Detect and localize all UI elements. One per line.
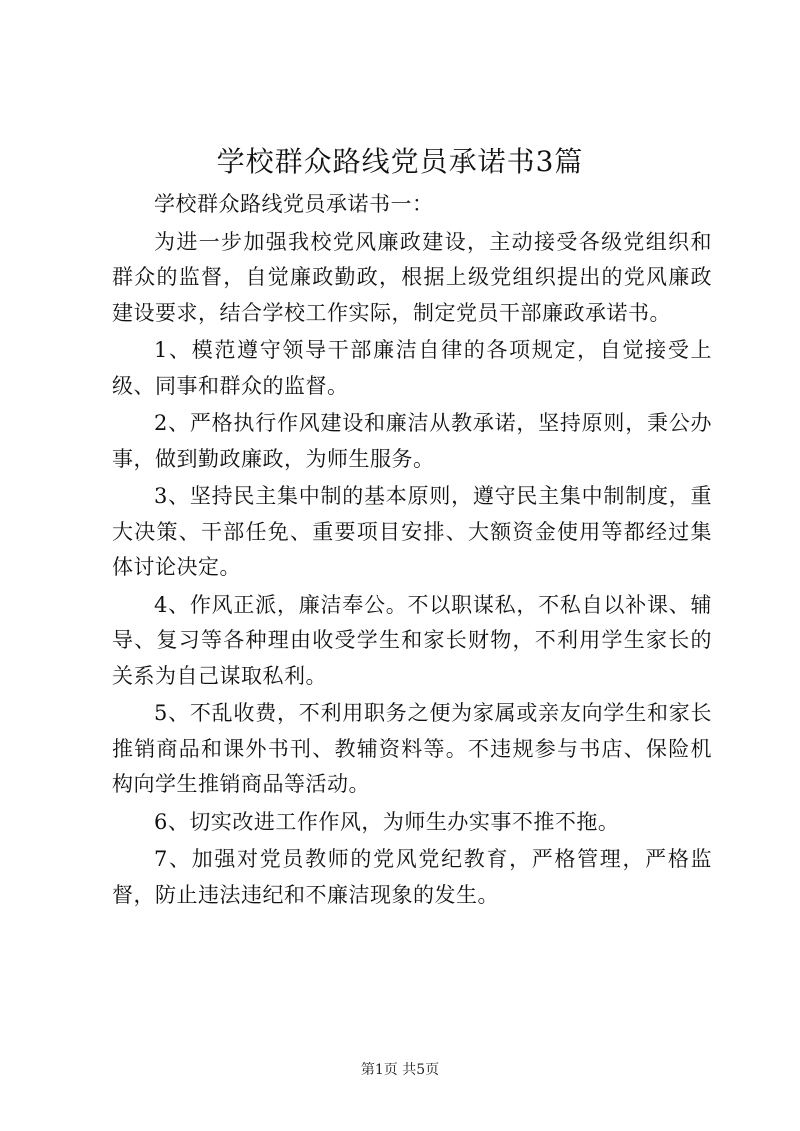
paragraph-item-5: 5、不乱收费，不利用职务之便为家属或亲友向学生和家长推销商品和课外书刊、教辅资料等。不违规参与书店、保险机构向学生推销商品等活动。 [112,701,712,796]
paragraph-item-4: 4、作风正派，廉洁奉公。不以职谋私，不私自以补课、辅导、复习等各种理由收受学生和家长财物，不利用学生家长的关系为自己谋取私利。 [112,592,712,688]
page-number-footer: 第1页 共5页 [360,1062,440,1078]
document-title: 学校群众路线党员承诺书3篇 [216,145,584,178]
paragraph-item-3: 3、坚持民主集中制的基本原则，遵守民主集中制制度，重大决策、干部任免、重要项目安排、大额资金使用等都经过集体讨论决定。 [112,484,712,579]
paragraph-heading: 学校群众路线党员承诺书一： [154,192,434,216]
paragraph-item-1: 1、模范遵守领导干部廉洁自律的各项规定，自觉接受上级、同事和群众的监督。 [112,338,712,398]
paragraph-item-2: 2、严格执行作风建设和廉洁从教承诺，坚持原则，秉公办事，做到勤政廉政，为师生服务。 [112,411,712,471]
document-body [112,187,712,915]
paragraph-item-7: 7、加强对党员教师的党风党纪教育，严格管理，严格监督，防止违法违纪和不廉洁现象的发生。 [112,847,712,907]
paragraph-item-6: 6、切实改进工作作风，为师生办实事不推不拖。 [154,809,620,834]
paragraph-intro: 为进一步加强我校党风廉政建设，主动接受各级党组织和群众的监督，自觉廉政勤政，根据上级党组织提出的党风廉政建设要求，结合学校工作实际，制定党员干部廉政承诺书。 [112,229,712,325]
